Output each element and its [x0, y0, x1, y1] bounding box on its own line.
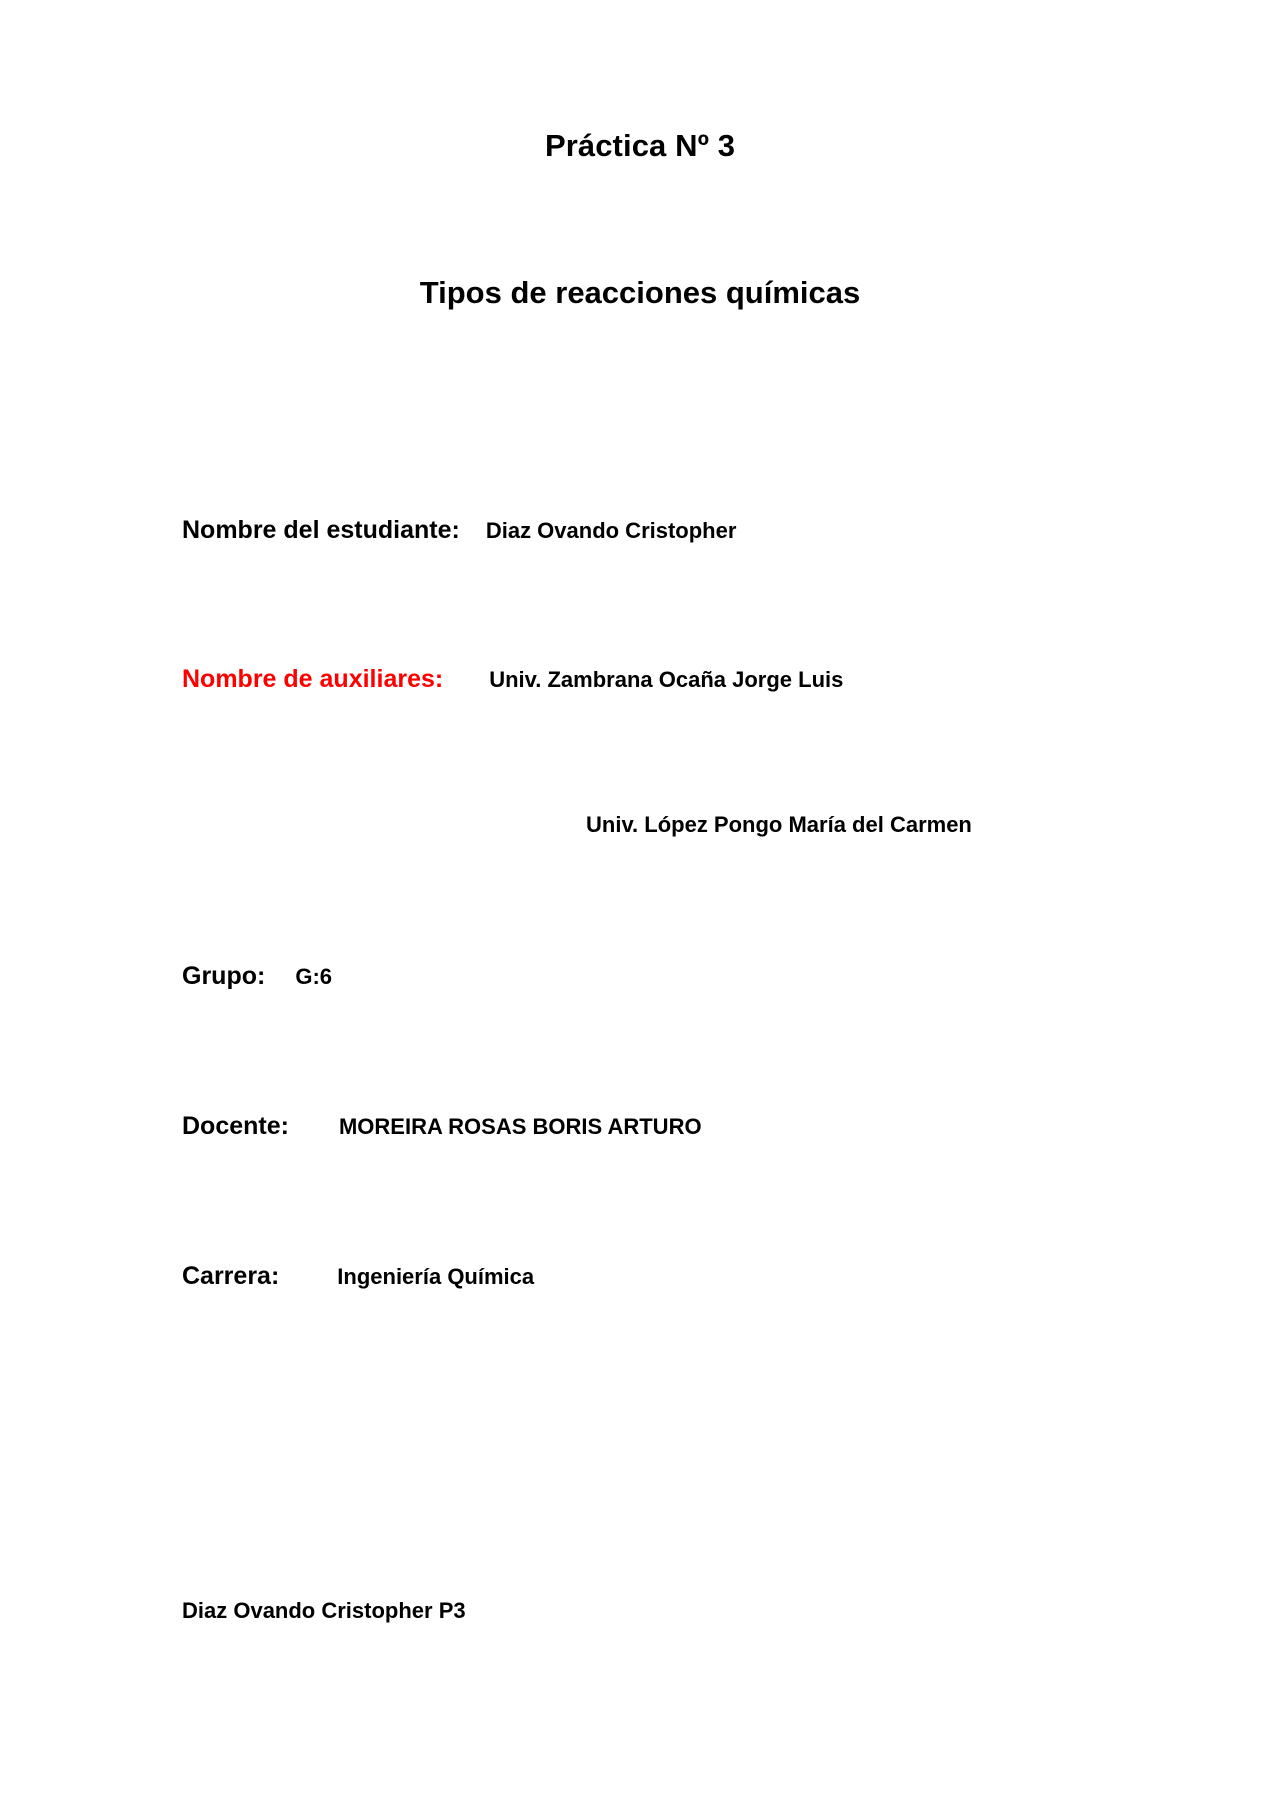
- field-value-grupo: G:6: [295, 964, 333, 989]
- field-value-auxiliar-1: Univ. Zambrana Ocaña Jorge Luis: [489, 667, 844, 692]
- field-row-auxiliares: [182, 665, 843, 694]
- field-value-estudiante: Diaz Ovando Cristopher: [485, 518, 737, 543]
- field-value-docente: MOREIRA ROSAS BORIS ARTURO: [338, 1114, 702, 1139]
- field-label-estudiante: Nombre del estudiante:: [182, 516, 460, 544]
- field-row-auxiliar-2: [586, 812, 972, 838]
- page-title: Práctica Nº 3: [544, 128, 736, 163]
- page-subtitle: Tipos de reacciones químicas: [419, 275, 861, 310]
- field-row-estudiante: [182, 516, 736, 545]
- footer-note: Diaz Ovando Cristopher P3: [182, 1598, 466, 1623]
- field-label-docente: Docente:: [182, 1112, 289, 1140]
- field-label-auxiliares: Nombre de auxiliares:: [182, 665, 444, 693]
- field-row-docente: [182, 1112, 702, 1141]
- field-label-grupo: Grupo:: [182, 962, 266, 990]
- field-value-carrera: Ingeniería Química: [337, 1264, 535, 1289]
- field-value-auxiliar-2: Univ. López Pongo María del Carmen: [586, 812, 972, 837]
- field-row-carrera: [182, 1262, 534, 1291]
- field-row-grupo: [182, 962, 332, 991]
- field-label-carrera: Carrera:: [182, 1262, 280, 1290]
